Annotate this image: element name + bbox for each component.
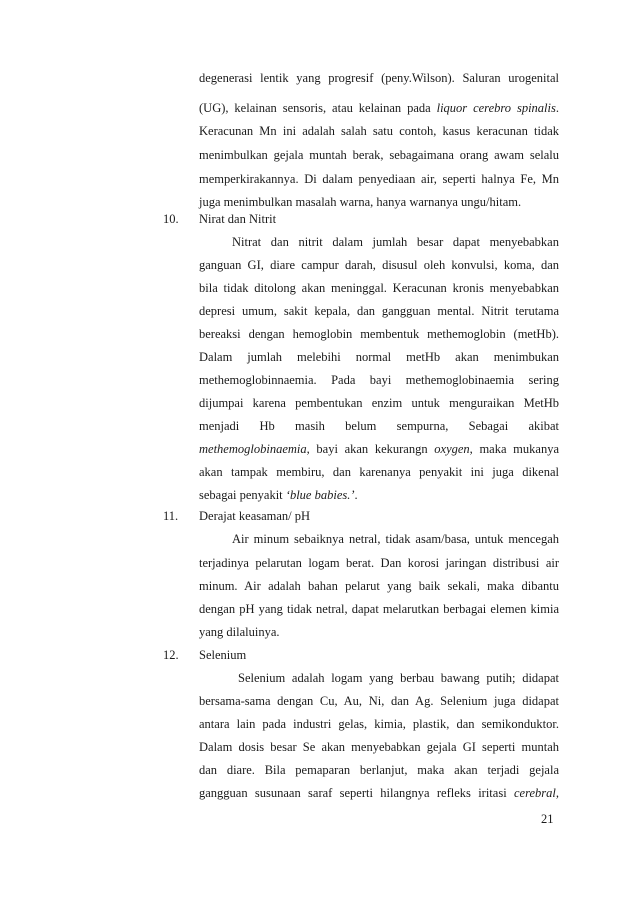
section-number: 11. [163, 509, 179, 523]
text-span: . [555, 101, 559, 115]
text-line [199, 784, 559, 802]
section-title: Selenium [199, 648, 247, 662]
text-line [199, 486, 559, 504]
text-span: (UG), kelainan sensoris, atau kelainan pada [199, 101, 437, 115]
text-line: minum. Air adalah bahan pelarut yang baik sekali, maka dibantu [199, 579, 559, 593]
text-line: Dalam dosis besar Se akan menyebabkan gejala GI seperti muntah [199, 740, 559, 754]
text-line: juga menimbulkan masalah warna, hanya warnanya ungu/hitam. [199, 195, 522, 209]
text-line: antara lain pada industri gelas, kimia, plastik, dan semikonduktor. [199, 717, 559, 731]
text-span: sebagai penyakit [199, 488, 286, 502]
text-line [199, 440, 559, 458]
text-line: depresi umum, sakit kepala, dan gangguan mental. Nitrit terutama [199, 304, 559, 318]
text-line [199, 99, 559, 117]
text-line: menimbulkan gejala muntah berak, sebagaimana orang awam selalu [199, 148, 559, 162]
text-span: bayi akan kekurangn [309, 442, 435, 456]
page-number: 21 [541, 812, 554, 826]
text-line: Keracunan Mn ini adalah salah satu contoh, kasus keracunan tidak [199, 124, 559, 138]
text-line: bila tidak ditolong akan meninggal. Keracunan kronis menyebabkan [199, 281, 559, 295]
text-span: . [354, 488, 358, 502]
text-line: dijumpai karena pembentukan enzim untuk menguraikan MetHb [199, 396, 559, 410]
text-line: methemoglobinnaemia. Pada bayi methemoglobinaemia sering [199, 373, 559, 387]
text-line: Air minum sebaiknya netral, tidak asam/basa, untuk mencegah [232, 532, 559, 546]
text-line: menjadi Hb masih belum sempurna, Sebagai akibat [199, 419, 559, 433]
text-line: degenerasi lentik yang progresif (peny.Wilson). Saluran urogenital [199, 71, 559, 85]
section-number: 10. [163, 212, 179, 226]
text-line: Selenium adalah logam yang berbau bawang putih; didapat [238, 671, 559, 685]
section-number: 12. [163, 648, 179, 662]
text-line: memperkirakannya. Di dalam penyediaan air, seperti halnya Fe, Mn [199, 172, 559, 186]
italic-term: oxygen [434, 442, 470, 456]
text-line: Nitrat dan nitrit dalam jumlah besar dapat menyebabkan [232, 235, 559, 249]
italic-term: liquor cerebro spinalis [436, 101, 556, 115]
italic-term: methemoglobinaemia, [199, 442, 310, 456]
text-line: akan tampak membiru, dan karenanya penyakit ini juga dikenal [199, 465, 559, 479]
italic-term: ‘blue babies.’ [285, 488, 355, 502]
text-line: yang dilaluinya. [199, 625, 280, 639]
text-line: dan diare. Bila pemaparan berlanjut, maka akan terjadi gejala [199, 763, 559, 777]
section-title: Nirat dan Nitrit [199, 212, 277, 226]
text-line: ganguan GI, diare campur darah, disusul oleh konvulsi, koma, dan [199, 258, 559, 272]
text-line: Dalam jumlah melebihi normal metHb akan menimbukan [199, 350, 559, 364]
section-title: Derajat keasaman/ pH [199, 509, 311, 523]
text-line: terjadinya pelarutan logam berat. Dan korosi jaringan distribusi air [199, 556, 559, 570]
text-line: dengan pH yang tidak netral, dapat melarutkan berbagai elemen kimia [199, 602, 559, 616]
text-line: bereaksi dengan hemoglobin membentuk methemoglobin (metHb). [199, 327, 559, 341]
text-span: gangguan susunaan saraf seperti hilangnya refleks iritasi [199, 786, 514, 800]
text-line: bersama-sama dengan Cu, Au, Ni, dan Ag. Selenium juga didapat [199, 694, 559, 708]
text-span: , maka mukanya [469, 442, 559, 456]
italic-term: cerebral, [513, 786, 559, 800]
